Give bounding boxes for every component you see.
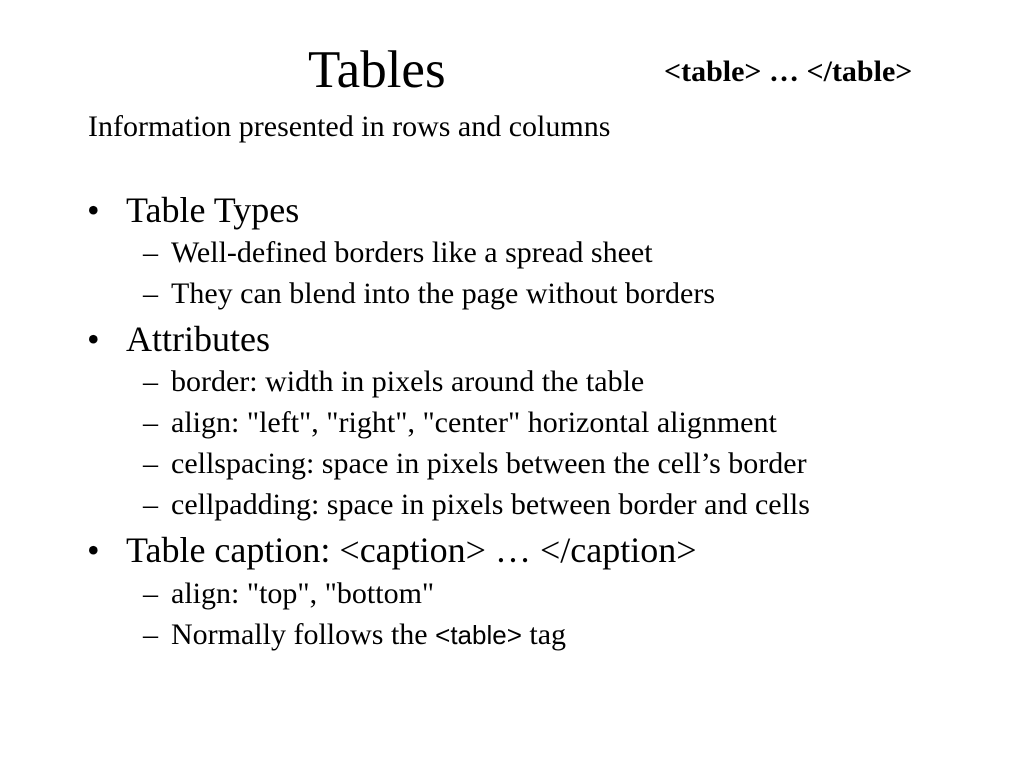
dash-marker: –: [143, 277, 158, 310]
sub-bullet-well-defined-borders: [143, 235, 653, 271]
bullet-marker: •: [87, 319, 100, 359]
sub-bullet-text: cellpadding: space in pixels between border and cells: [171, 488, 810, 521]
dash-marker: –: [143, 406, 158, 439]
bullet-label: Table Types: [126, 190, 300, 230]
bullet-label: Table caption: <caption> … </caption>: [126, 530, 697, 570]
slide-title: Tables: [308, 41, 446, 99]
table-tag-code: <table>: [435, 620, 522, 650]
sub-bullet-text: They can blend into the page without borders: [171, 277, 716, 310]
bullet-marker: •: [87, 190, 100, 230]
dash-marker: –: [143, 577, 158, 610]
bullet-table-types: [87, 189, 299, 231]
dash-marker: –: [143, 365, 158, 398]
bullet-marker: •: [87, 530, 100, 570]
sub-bullet-cellspacing-attr: [143, 446, 807, 482]
dash-marker: –: [143, 618, 158, 651]
table-tag-label: <table> … </table>: [664, 55, 913, 88]
bullet-label: Attributes: [126, 319, 270, 359]
sub-bullet-text: align: "left", "right", "center" horizontal alignment: [171, 406, 777, 439]
sub-bullet-text-before: Normally follows the: [171, 618, 436, 651]
sub-bullet-text: align: "top", "bottom": [171, 577, 435, 610]
sub-bullet-align-attr: [143, 405, 777, 441]
dash-marker: –: [143, 488, 158, 521]
slide-subtitle: Information presented in rows and columns: [88, 110, 611, 143]
sub-bullet-blend-into-page: [143, 276, 715, 312]
bullet-attributes: [87, 318, 270, 360]
sub-bullet-text-after: tag: [521, 618, 567, 651]
dash-marker: –: [143, 236, 158, 269]
sub-bullet-border-attr: [143, 364, 644, 400]
sub-bullet-cellpadding-attr: [143, 487, 810, 523]
sub-bullet-follows-table-tag: [143, 617, 566, 653]
sub-bullet-text: Well-defined borders like a spread sheet: [171, 236, 653, 269]
sub-bullet-text: cellspacing: space in pixels between the cell’s border: [171, 447, 807, 480]
bullet-table-caption: [87, 529, 697, 571]
sub-bullet-text: border: width in pixels around the table: [171, 365, 645, 398]
sub-bullet-caption-align: [143, 576, 434, 612]
dash-marker: –: [143, 447, 158, 480]
